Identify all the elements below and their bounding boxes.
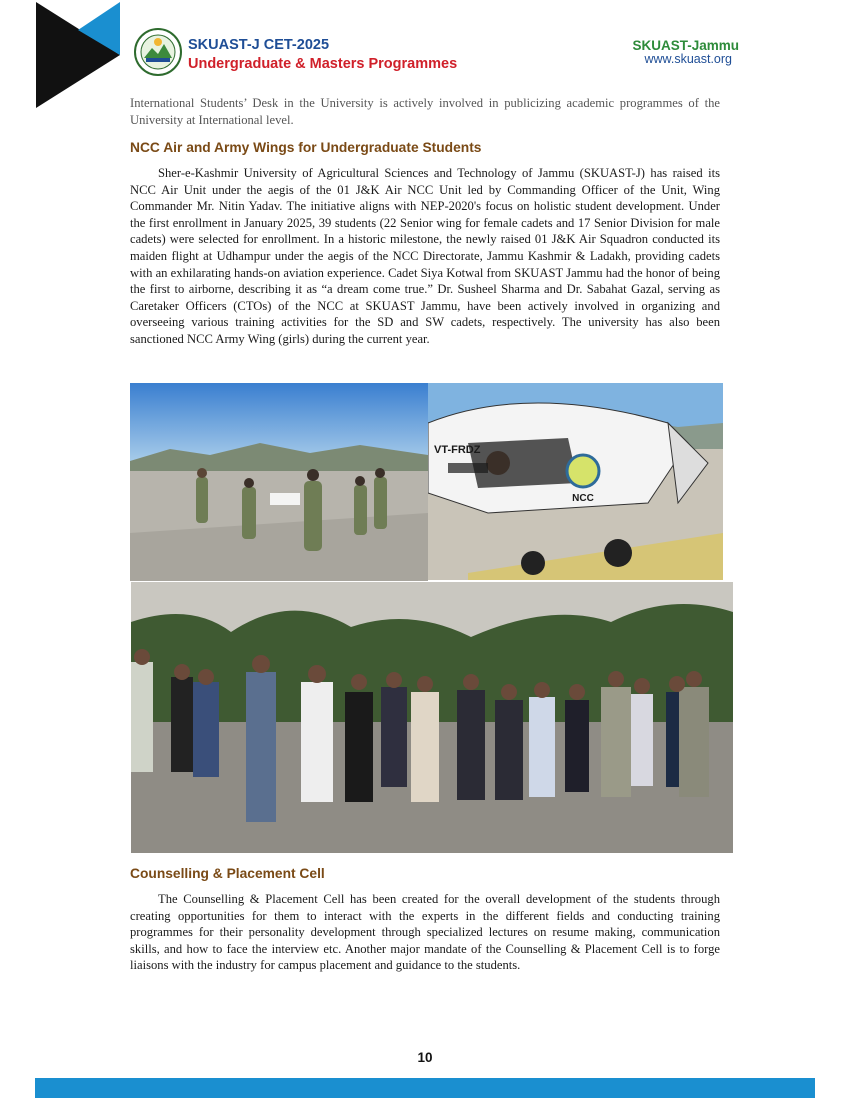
header-organization: SKUAST-Jammu xyxy=(632,38,739,53)
ncc-section-body: Sher-e-Kashmir University of Agricultural Sciences and Technology of Jammu (SKUAST-J) has raised its NCC Air Unit under the aegis of the 01 J&K Air NCC Unit led by Commanding Officer of the Unit, Wing Commander Mr. Nitin Yadav. The initiative aligns with NEP-2020's focus on holistic student development. Under the first enrollment in January 2025, 39 students (22 Senior wing for female cadets and 17 Senior Division for male cadets) were selected for enrollment. In a historic milestone, the newly raised 01 J&K Air Squadron conducted its maiden flight at Udhampur under the aegis of the NCC Directorate, Jammu Kashmir & Ladakh, providing cadets with an exhilarating hands-on aviation experience. Cadet Siya Kotwal from SKUAST Jammu had the honor of being the first to airborne, describing it as “a dream come true.” Dr. Susheel Sharma and Dr. Sabahat Gazal, serving as Caretaker Officers (CTOs) of the NCC at SKUAST Jammu, have been actively involved in organizing and overseeing various training activities for the SD and SW cadets, respectively. The university has also been sanctioned NCC Army Wing (girls) during the current year. xyxy=(130,166,720,346)
header-title: SKUAST-J CET-2025 xyxy=(188,37,330,53)
page-number: 10 xyxy=(417,1050,433,1065)
photo-cadet-in-aircraft xyxy=(428,383,723,580)
intro-paragraph: International Students’ Desk in the University is actively involved in publicizing academic programmes of the University at International level. xyxy=(130,96,720,127)
header-subtitle: Undergraduate & Masters Programmes xyxy=(188,56,458,72)
aircraft-ncc-marking: NCC xyxy=(572,493,594,504)
university-seal-logo xyxy=(134,28,182,76)
counselling-section-heading: Counselling & Placement Cell xyxy=(130,866,325,881)
footer-bar xyxy=(35,1078,815,1098)
ncc-section-heading: NCC Air and Army Wings for Undergraduate Students xyxy=(130,140,482,155)
photo-cadets-on-airstrip xyxy=(130,383,428,581)
counselling-section-body: The Counselling & Placement Cell has been created for the overall development of the students through creating opportunities for them to interact with the experts in the different fields and conducting training programmes for their personality development through specialized lectures on resume making, communication skills, and how to face the interview etc. Another major mandate of the Counselling & Placement Cell is to forge liaisons with the industry for campus placement and guidance to the students. xyxy=(130,892,720,973)
header-website-link[interactable]: www.skuast.org xyxy=(644,52,732,66)
corner-triangle-logo xyxy=(36,2,120,108)
aircraft-tail-registration: VT-FRDZ xyxy=(434,444,481,456)
photo-cadets-running xyxy=(131,582,733,853)
